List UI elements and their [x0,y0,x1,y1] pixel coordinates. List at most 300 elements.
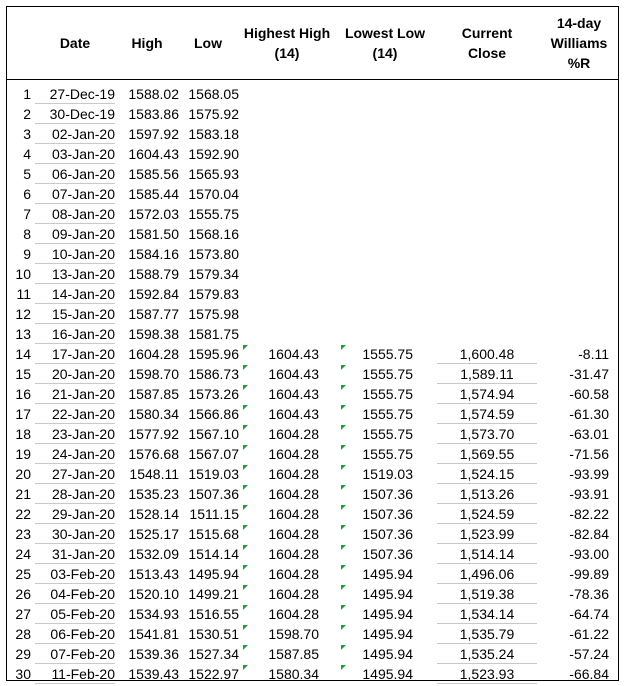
high-cell: 1587.77 [128,306,179,322]
highest-high-cell [247,164,319,184]
williams-r-cell [547,264,609,284]
low-cell: 1522.97 [188,666,239,682]
lowest-low-cell [343,144,413,164]
williams-r-cell [547,144,609,164]
highest-high-cell: 1604.28 [268,526,319,542]
error-indicator-icon [243,665,248,670]
lowest-low-cell: 1555.75 [362,446,413,462]
high-cell: 1584.16 [128,246,179,262]
table-row [7,84,618,104]
highest-high-cell: 1604.28 [268,466,319,482]
table-row [7,124,618,144]
current-close-cell: 1,569.55 [437,444,537,464]
lowest-low-cell: 1495.94 [362,666,413,682]
lowest-low-cell [343,84,413,104]
date-cell: 30-Dec-19 [35,104,115,124]
lowest-low-cell [343,224,413,244]
high-cell: 1528.14 [128,506,179,522]
low-cell: 1566.86 [188,406,239,422]
table-row [7,264,618,284]
highest-high-cell: 1604.43 [268,406,319,422]
williams-r-cell: -8.11 [578,346,609,362]
current-close-cell [437,264,537,284]
row-number-cell: 23 [15,526,31,542]
williams-r-cell [547,104,609,124]
error-indicator-icon [341,465,346,470]
date-cell: 06-Feb-20 [35,624,115,644]
williams-r-cell: -71.56 [569,446,609,462]
error-indicator-icon [243,485,248,490]
row-number-cell: 18 [15,426,31,442]
current-close-cell: 1,524.59 [437,504,537,524]
lowest-low-cell: 1555.75 [362,386,413,402]
row-number-cell: 29 [15,646,31,662]
header-williams-r: 14-day Williams %R [550,15,608,71]
williams-r-cell: -78.36 [569,586,609,602]
lowest-low-cell: 1555.75 [362,406,413,422]
williams-r-cell [547,244,609,264]
low-cell: 1595.96 [188,346,239,362]
current-close-cell [437,184,537,204]
williams-r-cell: -57.24 [569,646,609,662]
lowest-low-cell [343,164,413,184]
error-indicator-icon [243,625,248,630]
date-cell: 08-Jan-20 [35,204,115,224]
high-cell: 1576.68 [128,446,179,462]
current-close-cell: 1,519.38 [437,584,537,604]
low-cell: 1567.07 [188,446,239,462]
date-cell: 20-Jan-20 [35,364,115,384]
williams-r-cell [547,324,609,344]
current-close-cell [437,84,537,104]
high-cell: 1604.43 [128,146,179,162]
highest-high-cell: 1604.43 [268,366,319,382]
highest-high-cell [247,244,319,264]
highest-high-cell: 1604.28 [268,546,319,562]
error-indicator-icon [341,645,346,650]
high-cell: 1588.02 [128,86,179,102]
williams-r-cell [547,84,609,104]
williams-r-cell: -60.58 [569,386,609,402]
williams-r-cell: -66.84 [569,666,609,682]
high-cell: 1534.93 [128,606,179,622]
row-number-cell: 5 [23,166,31,182]
row-number-cell: 16 [15,386,31,402]
table-row [7,664,618,684]
williams-r-cell: -82.84 [569,526,609,542]
row-number-cell: 12 [15,306,31,322]
row-number-cell: 28 [15,626,31,642]
low-cell: 1583.18 [188,126,239,142]
table-row [7,104,618,124]
date-cell: 13-Jan-20 [35,264,115,284]
williams-r-cell: -82.22 [569,506,609,522]
date-cell: 27-Dec-19 [35,84,115,104]
current-close-cell [437,224,537,244]
lowest-low-cell [343,104,413,124]
high-cell: 1539.36 [128,646,179,662]
date-cell: 04-Feb-20 [35,584,115,604]
highest-high-cell [247,264,319,284]
header-high: High [131,35,163,51]
table-row [7,584,618,604]
table-row [7,384,618,404]
current-close-cell: 1,523.93 [437,664,537,684]
lowest-low-cell [343,204,413,224]
low-cell: 1575.92 [188,106,239,122]
high-cell: 1513.43 [128,566,179,582]
williams-r-cell [547,284,609,304]
williams-r-cell [547,184,609,204]
low-cell: 1575.98 [188,306,239,322]
error-indicator-icon [341,585,346,590]
lowest-low-cell: 1519.03 [362,466,413,482]
current-close-cell: 1,513.26 [437,484,537,504]
lowest-low-cell [343,304,413,324]
error-indicator-icon [341,625,346,630]
current-close-cell [437,244,537,264]
row-number-cell: 6 [23,186,31,202]
table-row [7,524,618,544]
lowest-low-cell [343,284,413,304]
error-indicator-icon [243,545,248,550]
low-cell: 1507.36 [188,486,239,502]
low-cell: 1592.90 [188,146,239,162]
date-cell: 07-Feb-20 [35,644,115,664]
table-row [7,224,618,244]
date-cell: 03-Feb-20 [35,564,115,584]
low-cell: 1586.73 [188,366,239,382]
current-close-cell [437,204,537,224]
highest-high-cell: 1604.28 [268,606,319,622]
williams-r-cell [547,164,609,184]
williams-r-cell: -31.47 [569,366,609,382]
high-cell: 1525.17 [128,526,179,542]
table-row [7,304,618,324]
lowest-low-cell: 1555.75 [362,426,413,442]
highest-high-cell: 1604.28 [268,446,319,462]
table-row [7,404,618,424]
date-cell: 14-Jan-20 [35,284,115,304]
row-number-cell: 17 [15,406,31,422]
low-cell: 1579.34 [188,266,239,282]
header-date: Date [59,35,91,51]
lowest-low-cell: 1507.36 [362,506,413,522]
table-row [7,464,618,484]
current-close-cell: 1,523.99 [437,524,537,544]
row-number-cell: 3 [23,126,31,142]
row-number-cell: 30 [15,666,31,682]
high-cell: 1598.70 [128,366,179,382]
error-indicator-icon [243,565,248,570]
lowest-low-cell: 1555.75 [362,366,413,382]
low-cell: 1516.55 [188,606,239,622]
high-cell: 1597.92 [128,126,179,142]
table-row [7,164,618,184]
high-cell: 1598.38 [128,326,179,342]
high-cell: 1539.43 [128,666,179,682]
error-indicator-icon [341,425,346,430]
williams-r-cell: -93.00 [569,546,609,562]
highest-high-cell: 1604.28 [268,586,319,602]
error-indicator-icon [341,445,346,450]
highest-high-cell [247,204,319,224]
lowest-low-cell [343,264,413,284]
highest-high-cell: 1604.28 [268,506,319,522]
table-row [7,604,618,624]
low-cell: 1568.05 [188,86,239,102]
low-cell: 1570.04 [188,186,239,202]
date-cell: 30-Jan-20 [35,524,115,544]
row-number-cell: 24 [15,546,31,562]
date-cell: 31-Jan-20 [35,544,115,564]
table-row [7,364,618,384]
highest-high-cell [247,144,319,164]
lowest-low-cell [343,324,413,344]
current-close-cell: 1,589.11 [437,364,537,384]
row-number-cell: 19 [15,446,31,462]
high-cell: 1572.03 [128,206,179,222]
error-indicator-icon [341,345,346,350]
header-current-close: Current Close [461,25,513,61]
current-close-cell: 1,514.14 [437,544,537,564]
current-close-cell: 1,534.14 [437,604,537,624]
row-number-cell: 9 [23,246,31,262]
williams-r-cell: -99.89 [569,566,609,582]
high-cell: 1532.09 [128,546,179,562]
row-number-cell: 26 [15,586,31,602]
current-close-cell: 1,496.06 [437,564,537,584]
williams-r-cell: -63.01 [569,426,609,442]
lowest-low-cell: 1507.36 [362,546,413,562]
highest-high-cell: 1604.28 [268,426,319,442]
williams-r-cell [547,224,609,244]
table-row [7,284,618,304]
high-cell: 1585.56 [128,166,179,182]
highest-high-cell [247,84,319,104]
highest-high-cell: 1598.70 [268,626,319,642]
current-close-cell: 1,524.15 [437,464,537,484]
highest-high-cell [247,224,319,244]
row-number-cell: 2 [23,106,31,122]
date-cell: 05-Feb-20 [35,604,115,624]
error-indicator-icon [341,525,346,530]
date-cell: 07-Jan-20 [35,184,115,204]
high-cell: 1583.86 [128,106,179,122]
table-row [7,544,618,564]
low-cell: 1581.75 [188,326,239,342]
current-close-cell [437,304,537,324]
low-cell: 1514.14 [188,546,239,562]
highest-high-cell [247,184,319,204]
high-cell: 1520.10 [128,586,179,602]
williams-r-cell: -93.91 [569,486,609,502]
low-cell: 1527.34 [188,646,239,662]
current-close-cell [437,324,537,344]
current-close-cell [437,144,537,164]
date-cell: 15-Jan-20 [35,304,115,324]
error-indicator-icon [243,505,248,510]
table-row [7,644,618,664]
williams-r-table [6,6,619,681]
lowest-low-cell: 1495.94 [362,606,413,622]
row-number-cell: 13 [15,326,31,342]
williams-r-cell [547,204,609,224]
row-number-cell: 8 [23,226,31,242]
high-cell: 1535.23 [128,486,179,502]
row-number-cell: 21 [15,486,31,502]
highest-high-cell: 1604.43 [268,386,319,402]
date-cell: 28-Jan-20 [35,484,115,504]
low-cell: 1573.26 [188,386,239,402]
low-cell: 1579.83 [188,286,239,302]
date-cell: 16-Jan-20 [35,324,115,344]
low-cell: 1530.51 [188,626,239,642]
low-cell: 1573.80 [188,246,239,262]
lowest-low-cell: 1555.75 [362,346,413,362]
date-cell: 11-Feb-20 [35,664,115,684]
williams-r-cell [547,304,609,324]
date-cell: 27-Jan-20 [35,464,115,484]
row-number-cell: 20 [15,466,31,482]
low-cell: 1519.03 [188,466,239,482]
low-cell: 1515.68 [188,526,239,542]
error-indicator-icon [243,405,248,410]
error-indicator-icon [243,385,248,390]
williams-r-cell: -93.99 [569,466,609,482]
date-cell: 10-Jan-20 [35,244,115,264]
error-indicator-icon [341,665,346,670]
highest-high-cell: 1604.28 [268,566,319,582]
error-indicator-icon [341,545,346,550]
table-row [7,204,618,224]
date-cell: 02-Jan-20 [35,124,115,144]
lowest-low-cell: 1495.94 [362,646,413,662]
high-cell: 1587.85 [128,386,179,402]
current-close-cell: 1,535.24 [437,644,537,664]
current-close-cell [437,124,537,144]
header-lowest-low: Lowest Low (14) [344,25,426,61]
lowest-low-cell [343,244,413,264]
error-indicator-icon [341,565,346,570]
date-cell: 22-Jan-20 [35,404,115,424]
current-close-cell: 1,574.59 [437,404,537,424]
error-indicator-icon [243,465,248,470]
error-indicator-icon [243,585,248,590]
current-close-cell: 1,574.94 [437,384,537,404]
row-number-cell: 11 [16,286,31,302]
lowest-low-cell [343,184,413,204]
lowest-low-cell [343,124,413,144]
error-indicator-icon [341,365,346,370]
date-cell: 24-Jan-20 [35,444,115,464]
highest-high-cell: 1604.43 [268,346,319,362]
error-indicator-icon [243,605,248,610]
highest-high-cell [247,104,319,124]
row-number-cell: 22 [15,506,31,522]
date-cell: 21-Jan-20 [35,384,115,404]
current-close-cell: 1,600.48 [437,344,537,364]
date-cell: 06-Jan-20 [35,164,115,184]
low-cell: 1565.93 [188,166,239,182]
highest-high-cell [247,124,319,144]
date-cell: 23-Jan-20 [35,424,115,444]
lowest-low-cell: 1495.94 [362,626,413,642]
current-close-cell [437,284,537,304]
high-cell: 1581.50 [128,226,179,242]
error-indicator-icon [243,345,248,350]
table-row [7,344,618,364]
table-row [7,564,618,584]
row-number-cell: 10 [15,266,31,282]
error-indicator-icon [243,445,248,450]
lowest-low-cell: 1507.36 [362,526,413,542]
low-cell: 1495.94 [188,566,239,582]
current-close-cell [437,164,537,184]
current-close-cell: 1,535.79 [437,624,537,644]
table-row [7,144,618,164]
table-row [7,424,618,444]
error-indicator-icon [243,425,248,430]
date-cell: 29-Jan-20 [35,504,115,524]
row-number-cell: 15 [15,366,31,382]
table-row [7,504,618,524]
header-low: Low [194,35,222,51]
row-number-cell: 7 [23,206,31,222]
row-number-cell: 14 [15,346,31,362]
error-indicator-icon [243,525,248,530]
date-cell: 03-Jan-20 [35,144,115,164]
high-cell: 1604.28 [128,346,179,362]
low-cell: 1567.10 [188,426,239,442]
williams-r-cell: -64.74 [569,606,609,622]
error-indicator-icon [341,385,346,390]
table-row [7,324,618,344]
highest-high-cell [247,284,319,304]
table-row [7,244,618,264]
lowest-low-cell: 1507.36 [362,486,413,502]
highest-high-cell: 1580.34 [268,666,319,682]
lowest-low-cell: 1495.94 [362,586,413,602]
highest-high-cell: 1587.85 [268,646,319,662]
highest-high-cell [247,304,319,324]
error-indicator-icon [243,645,248,650]
row-number-cell: 1 [23,86,31,102]
row-number-cell: 27 [15,606,31,622]
williams-r-cell: -61.30 [569,406,609,422]
error-indicator-icon [341,485,346,490]
table-row [7,484,618,504]
error-indicator-icon [341,505,346,510]
low-cell: 1511.15 [189,506,239,522]
error-indicator-icon [341,405,346,410]
high-cell: 1588.79 [128,266,179,282]
date-cell: 17-Jan-20 [35,344,115,364]
low-cell: 1499.21 [188,586,239,602]
williams-r-cell [547,124,609,144]
table-row [7,184,618,204]
row-number-cell: 25 [15,566,31,582]
date-cell: 09-Jan-20 [35,224,115,244]
low-cell: 1555.75 [188,206,239,222]
header-highest-high: Highest High (14) [243,25,331,61]
williams-r-cell: -61.22 [569,626,609,642]
error-indicator-icon [243,365,248,370]
current-close-cell [437,104,537,124]
high-cell: 1585.44 [128,186,179,202]
high-cell: 1548.11 [129,466,179,482]
high-cell: 1580.34 [128,406,179,422]
